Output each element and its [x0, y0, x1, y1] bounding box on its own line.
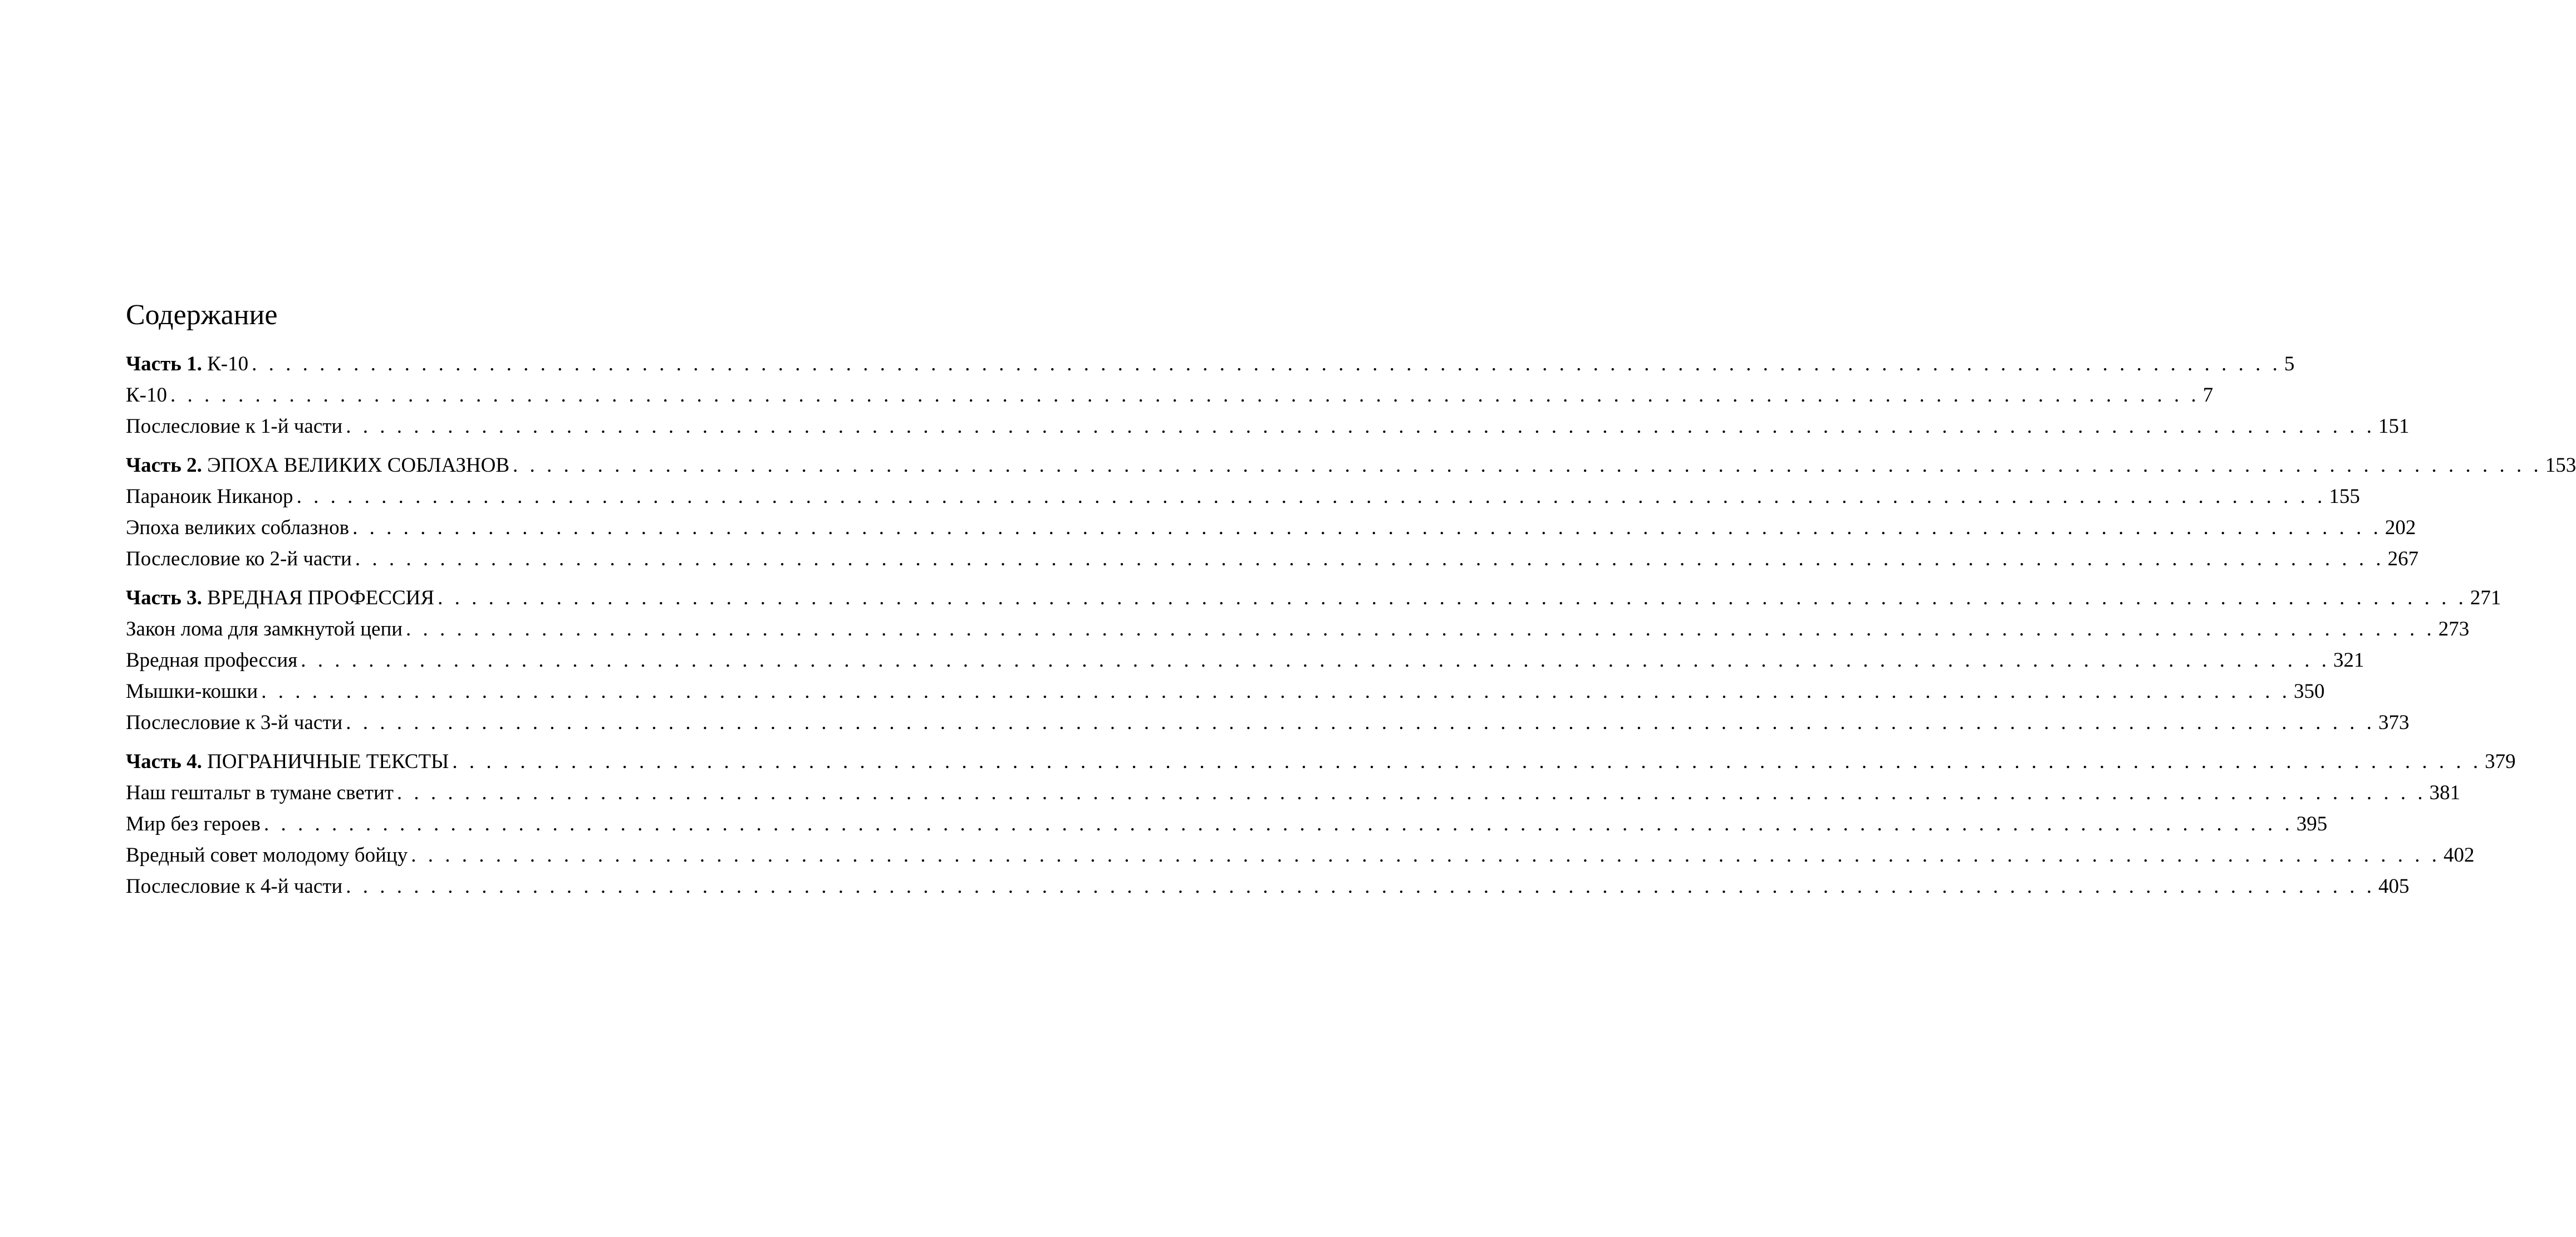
part-heading — [126, 450, 509, 481]
toc-entry[interactable] — [126, 380, 2214, 411]
part-number: Часть 1. — [126, 353, 202, 375]
toc-entry[interactable] — [126, 707, 2410, 739]
toc-part-entry[interactable] — [126, 349, 2295, 380]
toc-entry[interactable] — [126, 481, 2360, 512]
dot-leader: . . . . . . . . . . . . . . . . . . . . . . . . . . . . . . . . . . . . . . . . . . . . . . . . . . . . . . . . . . . . . . . . . . . . . . . . . . . . . . . . . . . . . . . . . . . . . . . . . . . . . . . . . . . . . . . . . . . . . . . . — [406, 618, 2435, 640]
dot-leader: . . . . . . . . . . . . . . . . . . . . . . . . . . . . . . . . . . . . . . . . . . . . . . . . . . . . . . . . . . . . . . . . . . . . . . . . . . . . . . . . . . . . . . . . . . . . . . . . . . . . . . . . . . . . . . . . . . . . . . . . — [346, 415, 2375, 438]
part-number: Часть 4. — [126, 750, 202, 773]
entry-label: Мышки-кошки — [126, 680, 258, 703]
page-number: 153 — [2545, 454, 2576, 477]
table-of-contents — [126, 299, 2576, 910]
toc-entry[interactable] — [126, 778, 2461, 809]
toc-entry[interactable] — [126, 676, 2325, 707]
dot-leader: . . . . . . . . . . . . . . . . . . . . . . . . . . . . . . . . . . . . . . . . . . . . . . . . . . . . . . . . . . . . . . . . . . . . . . . . . . . . . . . . . . . . . . . . . . . . . . . . . . . . . . . . . . . . . . . . . . . . . . . . — [513, 454, 2542, 477]
toc-section — [126, 349, 2410, 442]
page-number: 379 — [2485, 750, 2516, 773]
toc-entry[interactable] — [126, 809, 2328, 840]
dot-leader: . . . . . . . . . . . . . . . . . . . . . . . . . . . . . . . . . . . . . . . . . . . . . . . . . . . . . . . . . . . . . . . . . . . . . . . . . . . . . . . . . . . . . . . . . . . . . . . . . . . . . . . . . . . . . . . . . . . . . . . . — [438, 586, 2467, 609]
toc-entry[interactable] — [126, 871, 2410, 902]
dot-leader: . . . . . . . . . . . . . . . . . . . . . . . . . . . . . . . . . . . . . . . . . . . . . . . . . . . . . . . . . . . . . . . . . . . . . . . . . . . . . . . . . . . . . . . . . . . . . . . . . . . . . . . . . . . . . . . . . . . . . . . . — [263, 813, 2293, 835]
entry-label: Мир без героев — [126, 813, 261, 835]
dot-leader: . . . . . . . . . . . . . . . . . . . . . . . . . . . . . . . . . . . . . . . . . . . . . . . . . . . . . . . . . . . . . . . . . . . . . . . . . . . . . . . . . . . . . . . . . . . . . . . . . . . . . . . . . . . . . . . . . . . . . . . . — [261, 680, 2290, 703]
toc-entry[interactable] — [126, 840, 2475, 871]
toc-entry[interactable] — [126, 614, 2470, 645]
entry-label: Наш гештальт в тумане светит — [126, 781, 394, 804]
part-title: К-10 — [207, 353, 249, 375]
part-title: ЭПОХА ВЕЛИКИХ СОБЛАЗНОВ — [207, 454, 509, 477]
page-number: 381 — [2429, 781, 2461, 804]
page-number: 151 — [2378, 415, 2410, 438]
entry-label: Послесловие к 4-й части — [126, 875, 343, 898]
toc-title: Содержание — [126, 299, 278, 331]
dot-leader: . . . . . . . . . . . . . . . . . . . . . . . . . . . . . . . . . . . . . . . . . . . . . . . . . . . . . . . . . . . . . . . . . . . . . . . . . . . . . . . . . . . . . . . . . . . . . . . . . . . . . . . . . . . . . . . . . . . . . . . . — [252, 353, 2281, 375]
page-number: 405 — [2378, 875, 2410, 898]
dot-leader: . . . . . . . . . . . . . . . . . . . . . . . . . . . . . . . . . . . . . . . . . . . . . . . . . . . . . . . . . . . . . . . . . . . . . . . . . . . . . . . . . . . . . . . . . . . . . . . . . . . . . . . . . . . . . . . . . . . . . . . . — [301, 649, 2330, 672]
page-number: 273 — [2438, 618, 2470, 640]
page-number: 373 — [2378, 711, 2410, 734]
toc-entry[interactable] — [126, 512, 2416, 544]
page-number: 155 — [2329, 485, 2360, 508]
entry-label: Эпоха великих соблазнов — [126, 516, 350, 539]
part-number: Часть 2. — [126, 454, 202, 477]
entry-label: Закон лома для замкнутой цепи — [126, 618, 403, 640]
entry-label: Послесловие к 1-й части — [126, 415, 343, 438]
toc-entry[interactable] — [126, 411, 2410, 442]
dot-leader: . . . . . . . . . . . . . . . . . . . . . . . . . . . . . . . . . . . . . . . . . . . . . . . . . . . . . . . . . . . . . . . . . . . . . . . . . . . . . . . . . . . . . . . . . . . . . . . . . . . . . . . . . . . . . . . . . . . . . . . . — [355, 547, 2384, 570]
page-number: 7 — [2202, 384, 2214, 407]
dot-leader: . . . . . . . . . . . . . . . . . . . . . . . . . . . . . . . . . . . . . . . . . . . . . . . . . . . . . . . . . . . . . . . . . . . . . . . . . . . . . . . . . . . . . . . . . . . . . . . . . . . . . . . . . . . . . . . . . . . . . . . . — [352, 516, 2382, 539]
toc-section — [126, 746, 2516, 902]
page-number: 395 — [2296, 813, 2328, 835]
part-number: Часть 3. — [126, 586, 202, 609]
dot-leader: . . . . . . . . . . . . . . . . . . . . . . . . . . . . . . . . . . . . . . . . . . . . . . . . . . . . . . . . . . . . . . . . . . . . . . . . . . . . . . . . . . . . . . . . . . . . . . . . . . . . . . . . . . . . . . . . . . . . . . . . — [170, 384, 2200, 407]
dot-leader: . . . . . . . . . . . . . . . . . . . . . . . . . . . . . . . . . . . . . . . . . . . . . . . . . . . . . . . . . . . . . . . . . . . . . . . . . . . . . . . . . . . . . . . . . . . . . . . . . . . . . . . . . . . . . . . . . . . . . . . . — [411, 844, 2440, 867]
dot-leader: . . . . . . . . . . . . . . . . . . . . . . . . . . . . . . . . . . . . . . . . . . . . . . . . . . . . . . . . . . . . . . . . . . . . . . . . . . . . . . . . . . . . . . . . . . . . . . . . . . . . . . . . . . . . . . . . . . . . . . . . — [296, 485, 2326, 508]
toc-entry[interactable] — [126, 544, 2419, 575]
part-heading — [126, 349, 248, 380]
toc-section — [126, 583, 2501, 739]
part-heading — [126, 746, 449, 778]
page-number: 350 — [2293, 680, 2325, 703]
dot-leader: . . . . . . . . . . . . . . . . . . . . . . . . . . . . . . . . . . . . . . . . . . . . . . . . . . . . . . . . . . . . . . . . . . . . . . . . . . . . . . . . . . . . . . . . . . . . . . . . . . . . . . . . . . . . . . . . . . . . . . . . — [346, 875, 2375, 898]
page-number: 202 — [2384, 516, 2416, 539]
page-number: 402 — [2443, 844, 2475, 867]
toc-body — [126, 349, 2576, 902]
page-number: 267 — [2387, 547, 2419, 570]
entry-label: Послесловие к 3-й части — [126, 711, 343, 734]
entry-label: К-10 — [126, 384, 167, 407]
entry-label: Вредный совет молодому бойцу — [126, 844, 408, 867]
entry-label: Параноик Никанор — [126, 485, 293, 508]
part-title: ПОГРАНИЧНЫЕ ТЕКСТЫ — [207, 750, 449, 773]
entry-label: Вредная профессия — [126, 649, 298, 672]
part-title: ВРЕДНАЯ ПРОФЕССИЯ — [207, 586, 435, 609]
page-number: 5 — [2284, 353, 2295, 375]
toc-part-entry[interactable] — [126, 746, 2516, 778]
toc-section — [126, 450, 2576, 575]
part-heading — [126, 583, 434, 614]
toc-part-entry[interactable] — [126, 583, 2501, 614]
dot-leader: . . . . . . . . . . . . . . . . . . . . . . . . . . . . . . . . . . . . . . . . . . . . . . . . . . . . . . . . . . . . . . . . . . . . . . . . . . . . . . . . . . . . . . . . . . . . . . . . . . . . . . . . . . . . . . . . . . . . . . . . — [396, 781, 2426, 804]
entry-label: Послесловие ко 2-й части — [126, 547, 352, 570]
toc-entry[interactable] — [126, 645, 2364, 676]
dot-leader: . . . . . . . . . . . . . . . . . . . . . . . . . . . . . . . . . . . . . . . . . . . . . . . . . . . . . . . . . . . . . . . . . . . . . . . . . . . . . . . . . . . . . . . . . . . . . . . . . . . . . . . . . . . . . . . . . . . . . . . . — [346, 711, 2375, 734]
page-number: 321 — [2333, 649, 2364, 672]
dot-leader: . . . . . . . . . . . . . . . . . . . . . . . . . . . . . . . . . . . . . . . . . . . . . . . . . . . . . . . . . . . . . . . . . . . . . . . . . . . . . . . . . . . . . . . . . . . . . . . . . . . . . . . . . . . . . . . . . . . . . . . . — [452, 750, 2482, 773]
toc-part-entry[interactable] — [126, 450, 2576, 481]
page-number: 271 — [2470, 586, 2501, 609]
